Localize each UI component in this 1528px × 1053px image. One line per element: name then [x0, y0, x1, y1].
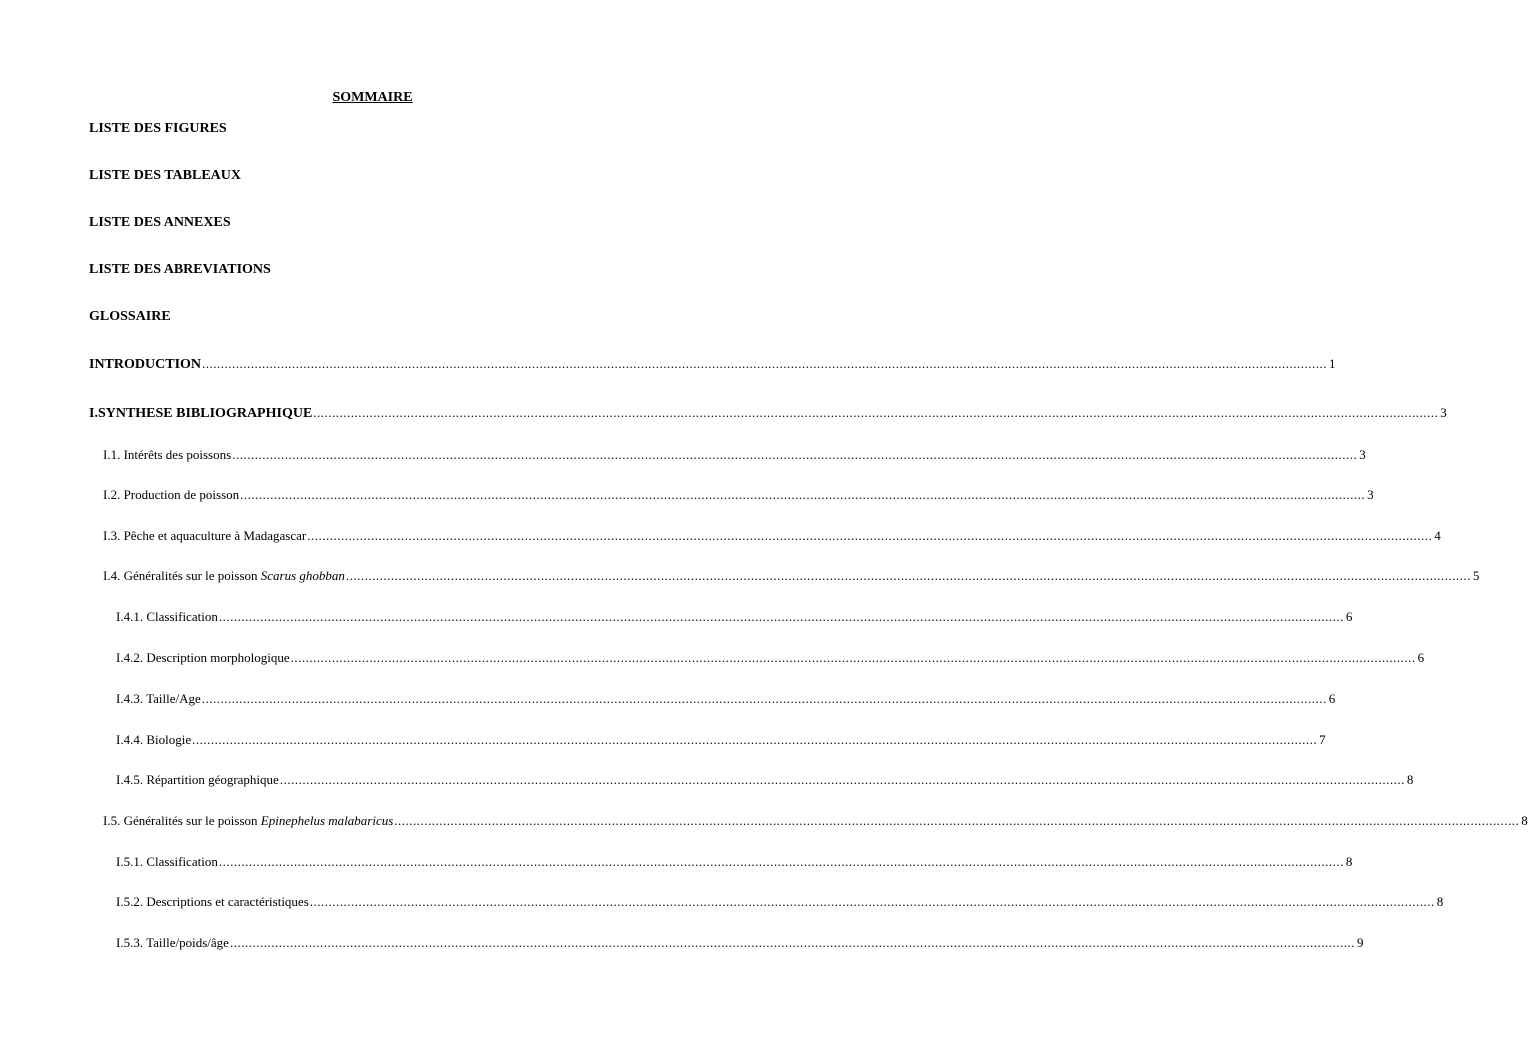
toc-page-number: 8 [1521, 813, 1528, 828]
toc-page-number: 6 [1328, 691, 1336, 706]
heading-liste-des-figures: LISTE DES FIGURES [89, 121, 227, 136]
toc-leader-dots: ............................................................................................................................................................................................................................................................................................................ [279, 772, 1405, 787]
toc-label: I.4.5. Répartition géographique [116, 772, 279, 787]
toc-label: I.3. Pêche et aquaculture à Madagascar [103, 528, 307, 543]
toc-leader-dots: ............................................................................................................................................................................................................................................................................................................ [345, 568, 1471, 583]
heading-liste-des-tableaux: LISTE DES TABLEAUX [89, 168, 241, 183]
toc-entry-generalites-epinephelus [103, 812, 1528, 830]
page-title-text: SOMMAIRE [332, 90, 413, 105]
toc-leader-dots: ............................................................................................................................................................................................................................................................................................................ [202, 356, 1328, 371]
heading-glossaire: GLOSSAIRE [89, 309, 171, 324]
toc-leader-dots: ............................................................................................................................................................................................................................................................................................................ [290, 650, 1416, 665]
toc-entry-repartition-geographique [116, 771, 1414, 789]
toc-page-number: 3 [1359, 447, 1366, 462]
toc-entry-classification-scarus [116, 608, 1353, 626]
toc-page-number: 8 [1345, 854, 1353, 869]
toc-entry-taille-age [116, 690, 1336, 708]
toc-page-number: 3 [1440, 405, 1447, 420]
toc-leader-dots: ............................................................................................................................................................................................................................................................................................................ [201, 691, 1327, 706]
toc-page-number: 6 [1417, 650, 1425, 665]
toc-page-number: 4 [1434, 528, 1441, 543]
toc-entry-production-de-poisson [103, 486, 1374, 504]
page-title [0, 89, 745, 107]
toc-entry-interets-des-poissons [103, 446, 1366, 464]
toc-leader-dots: ............................................................................................................................................................................................................................................................................................................ [313, 405, 1439, 420]
toc-label: I.4.4. Biologie [116, 732, 192, 747]
toc-label: I.4.3. Taille/Age [116, 691, 201, 706]
toc-leader-dots: ............................................................................................................................................................................................................................................................................................................ [240, 487, 1366, 502]
toc-label: I.5. Généralités sur le poisson Epinephelus malabaricus [103, 813, 394, 828]
toc-label: I.2. Production de poisson [103, 487, 240, 502]
toc-page-number: 3 [1367, 487, 1374, 502]
toc-page-number: 5 [1472, 568, 1480, 583]
toc-label: I.4. Généralités sur le poisson Scarus ghobban [103, 568, 345, 583]
toc-leader-dots: ............................................................................................................................................................................................................................................................................................................ [232, 447, 1358, 462]
toc-label: I.5.3. Taille/poids/âge [116, 935, 229, 950]
toc-leader-dots: ............................................................................................................................................................................................................................................................................................................ [218, 854, 1344, 869]
toc-label: I.5.2. Descriptions et caractéristiques [116, 894, 309, 909]
toc-label: I.4.2. Description morphologique [116, 650, 290, 665]
toc-page-number: 9 [1356, 935, 1364, 950]
toc-entry-introduction [89, 355, 1336, 374]
toc-leader-dots: ............................................................................................................................................................................................................................................................................................................ [218, 609, 1344, 624]
toc-page-number: 6 [1345, 609, 1353, 624]
toc-label: INTRODUCTION [89, 357, 202, 372]
toc-page-number: 8 [1406, 772, 1414, 787]
heading-liste-des-annexes: LISTE DES ANNEXES [89, 215, 231, 230]
toc-leader-dots: ............................................................................................................................................................................................................................................................................................................ [394, 813, 1520, 828]
toc-entry-peche-et-aquaculture [103, 527, 1441, 545]
toc-entry-description-morphologique [116, 649, 1425, 667]
toc-leader-dots: ............................................................................................................................................................................................................................................................................................................ [309, 894, 1435, 909]
toc-label: I.4.1. Classification [116, 609, 218, 624]
toc-label: I.1. Intérêts des poissons [103, 447, 232, 462]
toc-label: I.5.1. Classification [116, 854, 218, 869]
toc-label: I.SYNTHESE BIBLIOGRAPHIQUE [89, 406, 313, 421]
toc-leader-dots: ............................................................................................................................................................................................................................................................................................................ [192, 732, 1318, 747]
toc-entry-generalites-scarus-ghobban [103, 567, 1480, 585]
toc-entry-biologie [116, 731, 1326, 749]
toc-entry-taille-poids-age [116, 934, 1364, 952]
toc-entry-descriptions-caracteristiques [116, 893, 1444, 911]
toc-page-number: 1 [1329, 356, 1336, 371]
toc-page-number: 7 [1319, 732, 1326, 747]
toc-leader-dots: ............................................................................................................................................................................................................................................................................................................ [229, 935, 1355, 950]
toc-entry-classification-epinephelus [116, 853, 1353, 871]
heading-liste-des-abreviations: LISTE DES ABREVIATIONS [89, 262, 271, 277]
toc-page-number: 8 [1436, 894, 1444, 909]
toc-entry-synthese-bibliographique [89, 404, 1447, 423]
toc-leader-dots: ............................................................................................................................................................................................................................................................................................................ [307, 528, 1433, 543]
